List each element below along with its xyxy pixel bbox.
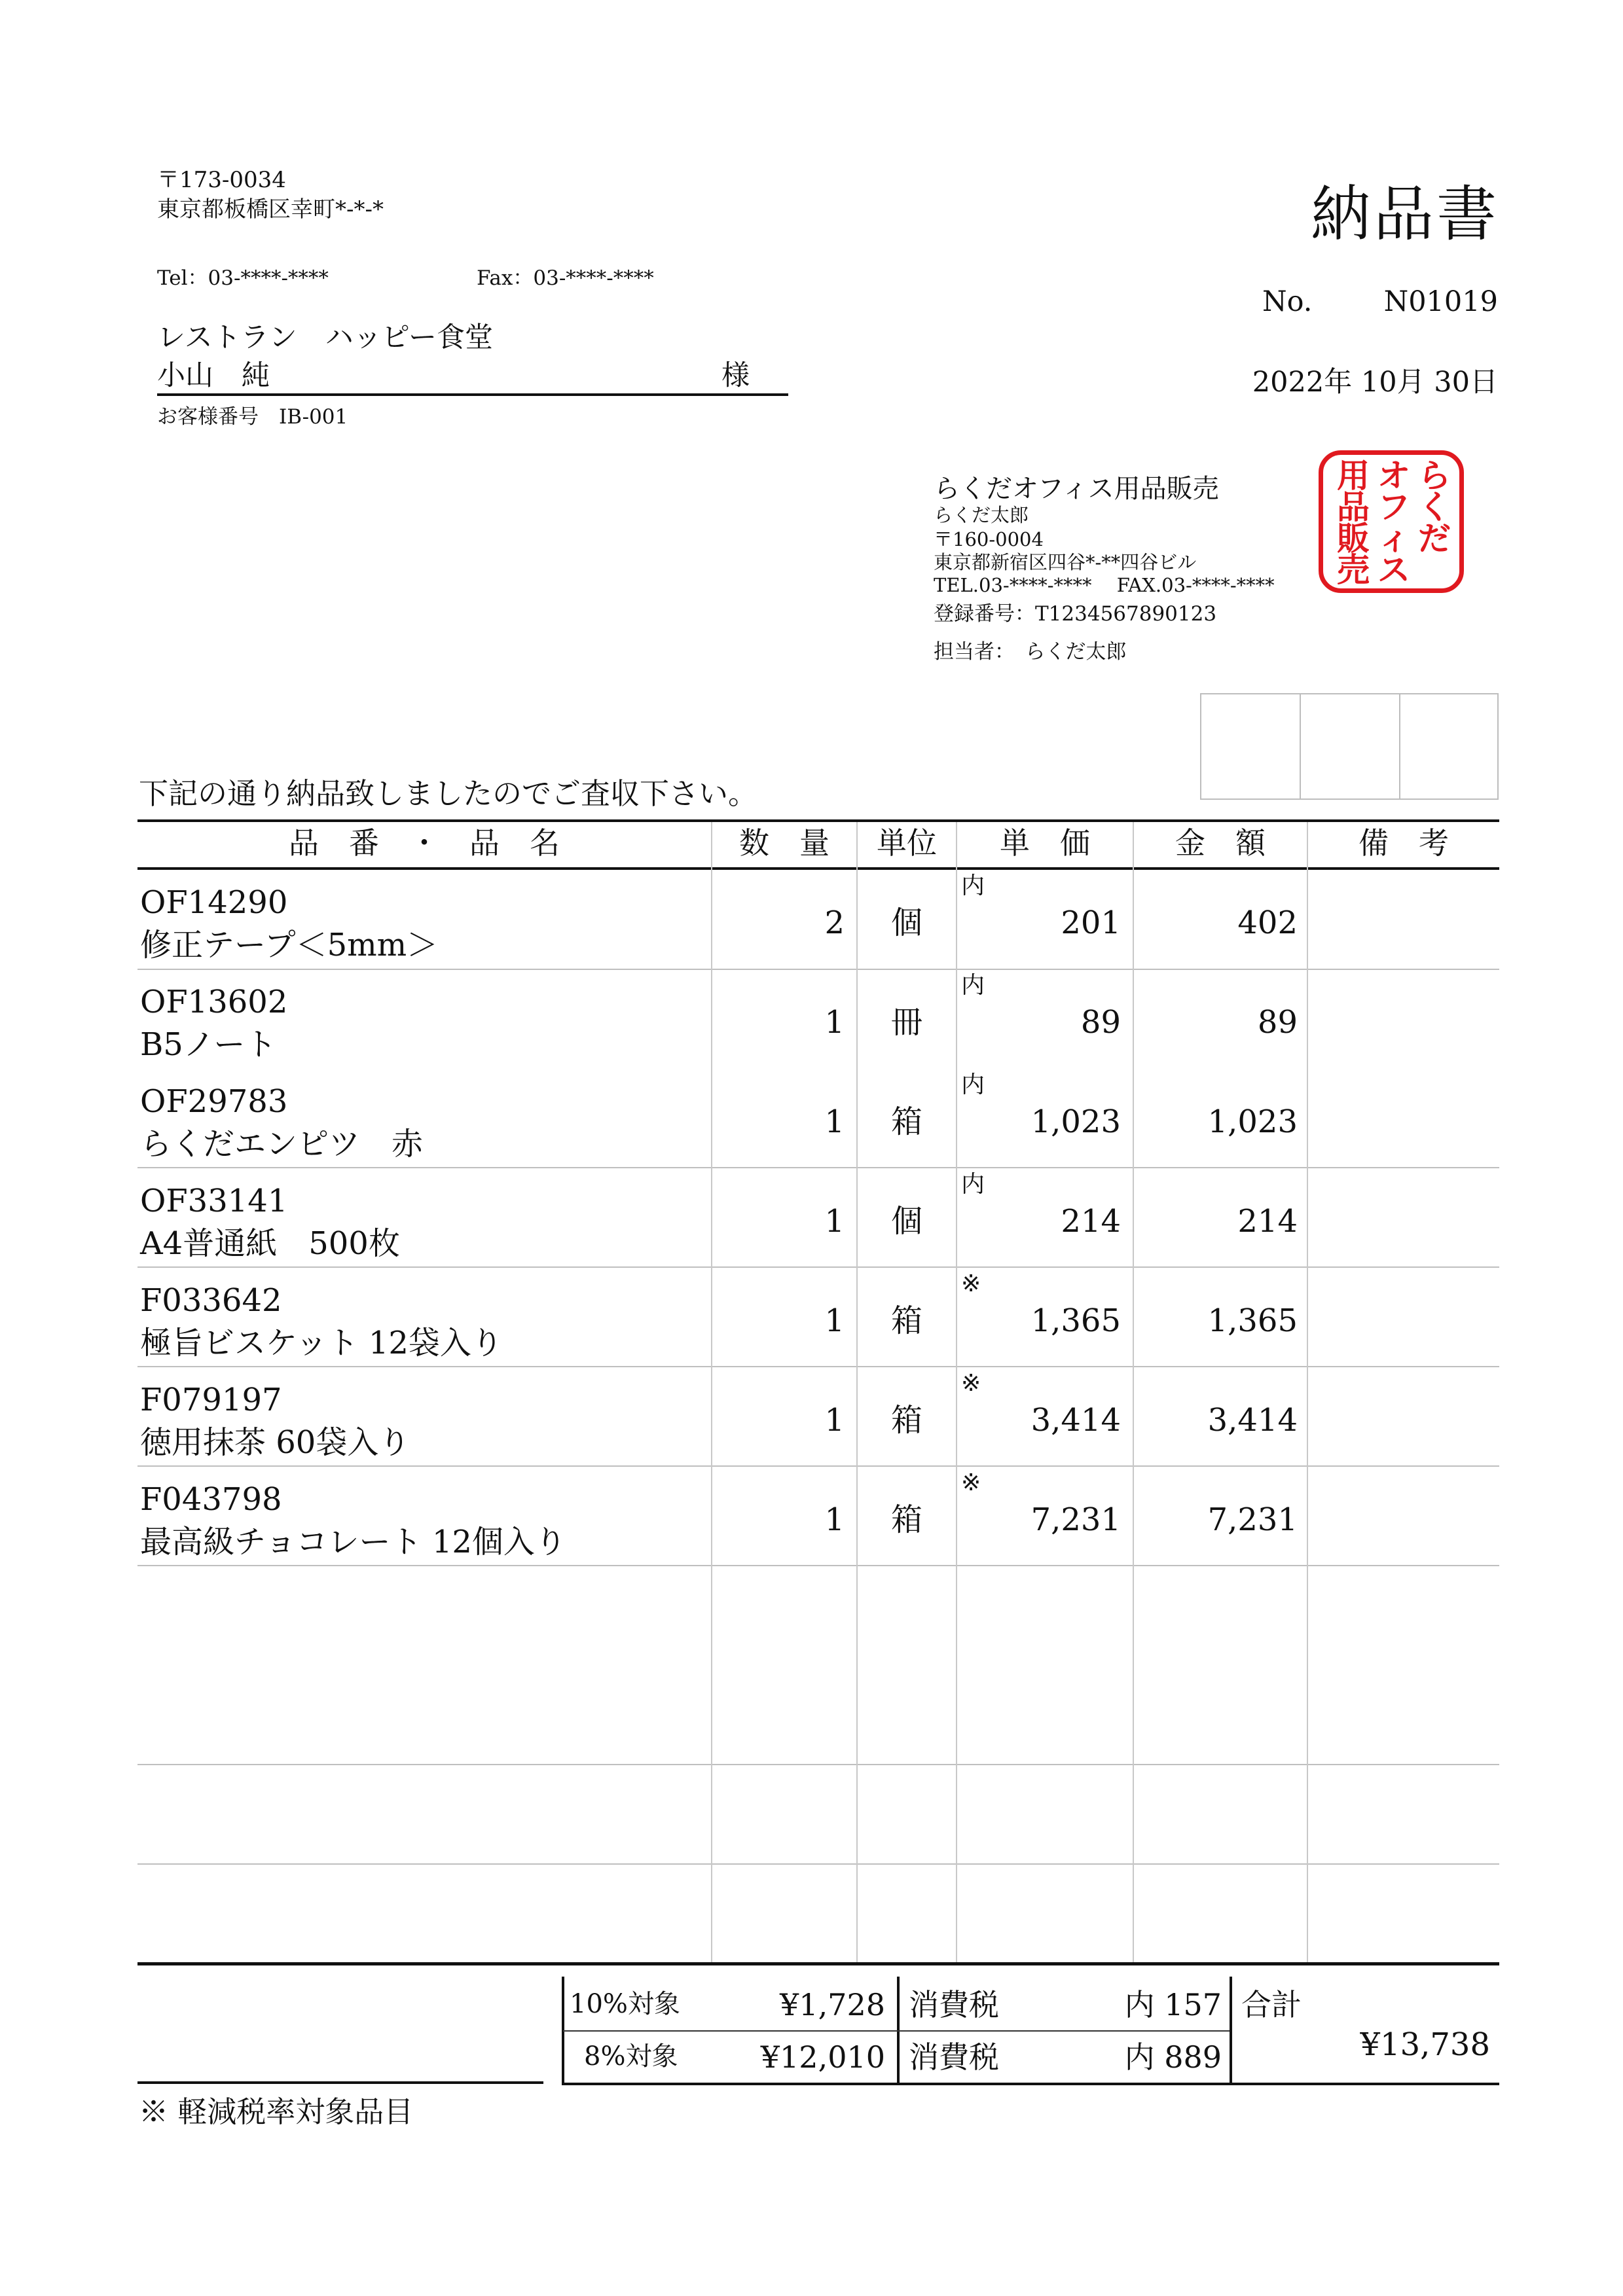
seller-postal: 〒160-0004 — [934, 528, 1044, 550]
column-line — [856, 822, 858, 1962]
row-tax-mark: 内 — [961, 872, 985, 899]
row-price: 89 — [1080, 1004, 1121, 1041]
row-tax-mark: ※ — [961, 1270, 981, 1297]
seller-staff: 担当者： らくだ太郎 — [934, 640, 1127, 664]
row-unit: 箱 — [890, 1302, 922, 1339]
customer-tel: Tel：03-****-**** — [157, 266, 329, 290]
seller-registration: 登録番号：T1234567890123 — [934, 602, 1217, 626]
row-name: 最高級チョコレート 12個入り — [140, 1524, 566, 1560]
row-tax-mark: 内 — [961, 972, 985, 999]
customer-fax: Fax：03-****-**** — [477, 266, 654, 290]
totals-bottom-border — [562, 2083, 1499, 2085]
table-bottom-border — [137, 1962, 1499, 1965]
row-qty: 2 — [824, 905, 845, 941]
row-name: A4普通紙 500枚 — [140, 1225, 400, 1262]
customer-number: お客様番号 IB-001 — [157, 405, 348, 429]
header-qty: 数 量 — [739, 825, 830, 861]
row-price: 214 — [1061, 1203, 1121, 1240]
table-header-border — [137, 867, 1499, 870]
totals-left-underline — [137, 2081, 543, 2084]
header-amount: 金 額 — [1175, 825, 1266, 861]
customer-person: 小山 純 — [157, 359, 270, 392]
totals-row-line — [563, 2030, 1230, 2032]
customer-company: レストラン ハッピー食堂 — [157, 321, 493, 354]
approval-seal-boxes — [1200, 693, 1499, 800]
row-line — [137, 969, 1499, 970]
row-name: 徳用抹茶 60袋入り — [140, 1424, 410, 1461]
seller-rep: らくだ太郎 — [934, 504, 1029, 526]
customer-honorific: 様 — [721, 359, 750, 392]
row-price: 201 — [1061, 905, 1121, 941]
document-date: 2022年 10月 30日 — [1252, 366, 1498, 399]
header-item: 品 番 ・ 品 名 — [289, 825, 560, 861]
tax10-value: 内 157 — [1124, 1987, 1222, 2022]
row-code: F033642 — [140, 1282, 282, 1319]
row-tax-mark: ※ — [961, 1469, 981, 1496]
tax8-value: 内 889 — [1124, 2039, 1222, 2075]
total-label: 合計 — [1241, 1987, 1302, 2022]
column-line — [956, 822, 957, 1962]
row-name: らくだエンピツ 赤 — [140, 1126, 424, 1162]
row-code: OF29783 — [140, 1083, 288, 1120]
totals-border — [1230, 1977, 1232, 2085]
document-title: 納品書 — [1310, 179, 1499, 249]
row-unit: 冊 — [890, 1004, 922, 1041]
row-unit: 箱 — [890, 1103, 922, 1140]
customer-underline — [157, 393, 788, 396]
stamp-col-1: ら く だ — [1418, 457, 1451, 558]
column-line — [711, 822, 712, 1962]
row-code: OF33141 — [140, 1183, 288, 1219]
row-line — [137, 1266, 1499, 1268]
row-unit: 個 — [890, 1203, 922, 1240]
header-remarks: 備 考 — [1359, 825, 1449, 861]
row-tax-mark: 内 — [961, 1171, 985, 1198]
stamp-col-3: 用 品 販 売 — [1337, 457, 1370, 589]
table-top-border — [137, 819, 1499, 822]
row-unit: 箱 — [890, 1402, 922, 1439]
row-code: OF14290 — [140, 884, 288, 921]
row-name: 修正テープ＜5mm＞ — [140, 927, 439, 963]
row-amount: 1,023 — [1207, 1103, 1298, 1140]
customer-postal: 〒173-0034 — [157, 167, 286, 193]
seller-name: らくだオフィス用品販売 — [934, 474, 1219, 504]
row-line — [137, 1465, 1499, 1467]
row-line — [137, 1565, 1499, 1566]
row-name: 極旨ビスケット 12袋入り — [140, 1325, 503, 1361]
row-amount: 402 — [1237, 905, 1298, 941]
row-line — [137, 1167, 1499, 1168]
document-no-label: No. — [1262, 285, 1313, 318]
stamp-col-2: オ フ ィ ス — [1377, 457, 1410, 589]
row-amount: 7,231 — [1207, 1501, 1298, 1538]
row-line — [137, 1764, 1499, 1765]
row-line — [137, 1863, 1499, 1865]
row-amount: 89 — [1257, 1004, 1298, 1041]
row-qty: 1 — [824, 1203, 845, 1240]
row-price: 3,414 — [1030, 1402, 1121, 1439]
row-code: OF13602 — [140, 984, 288, 1020]
document-no-value: N01019 — [1383, 285, 1498, 318]
row-amount: 3,414 — [1207, 1402, 1298, 1439]
seller-stamp — [1319, 450, 1464, 593]
seller-address: 東京都新宿区四谷*-**四谷ビル — [934, 551, 1197, 573]
rate8-value: ¥12,010 — [760, 2039, 885, 2075]
customer-address: 東京都板橋区幸町*-*-* — [157, 196, 384, 223]
intro-text: 下記の通り納品致しましたのでご査収下さい。 — [139, 776, 758, 811]
row-qty: 1 — [824, 1103, 845, 1140]
row-qty: 1 — [824, 1402, 845, 1439]
rate10-value: ¥1,728 — [780, 1987, 885, 2022]
header-unit: 単位 — [877, 825, 937, 861]
column-line — [1307, 822, 1308, 1962]
row-qty: 1 — [824, 1004, 845, 1041]
tax8-label: 消費税 — [909, 2039, 999, 2075]
row-amount: 1,365 — [1207, 1302, 1298, 1339]
row-price: 7,231 — [1030, 1501, 1121, 1538]
row-qty: 1 — [824, 1501, 845, 1538]
tax10-label: 消費税 — [909, 1987, 999, 2022]
row-tax-mark: 内 — [961, 1071, 985, 1098]
row-unit: 個 — [890, 905, 922, 941]
row-price: 1,023 — [1030, 1103, 1121, 1140]
row-unit: 箱 — [890, 1501, 922, 1538]
total-value: ¥13,738 — [1360, 2026, 1490, 2063]
row-qty: 1 — [824, 1302, 845, 1339]
rate10-label: 10%対象 — [570, 1989, 680, 2019]
row-tax-mark: ※ — [961, 1370, 981, 1397]
row-amount: 214 — [1237, 1203, 1298, 1240]
row-code: F079197 — [140, 1382, 282, 1418]
seller-tel-fax: TEL.03-****-**** FAX.03-****-**** — [934, 574, 1275, 596]
row-price: 1,365 — [1030, 1302, 1121, 1339]
rate8-label: 8%対象 — [584, 2041, 678, 2072]
row-code: F043798 — [140, 1481, 282, 1518]
column-line — [1133, 822, 1134, 1962]
row-line — [137, 1366, 1499, 1367]
header-price: 単 価 — [1000, 825, 1090, 861]
footnote: ※ 軽減税率対象品目 — [139, 2094, 414, 2129]
row-name: B5ノート — [140, 1026, 277, 1063]
